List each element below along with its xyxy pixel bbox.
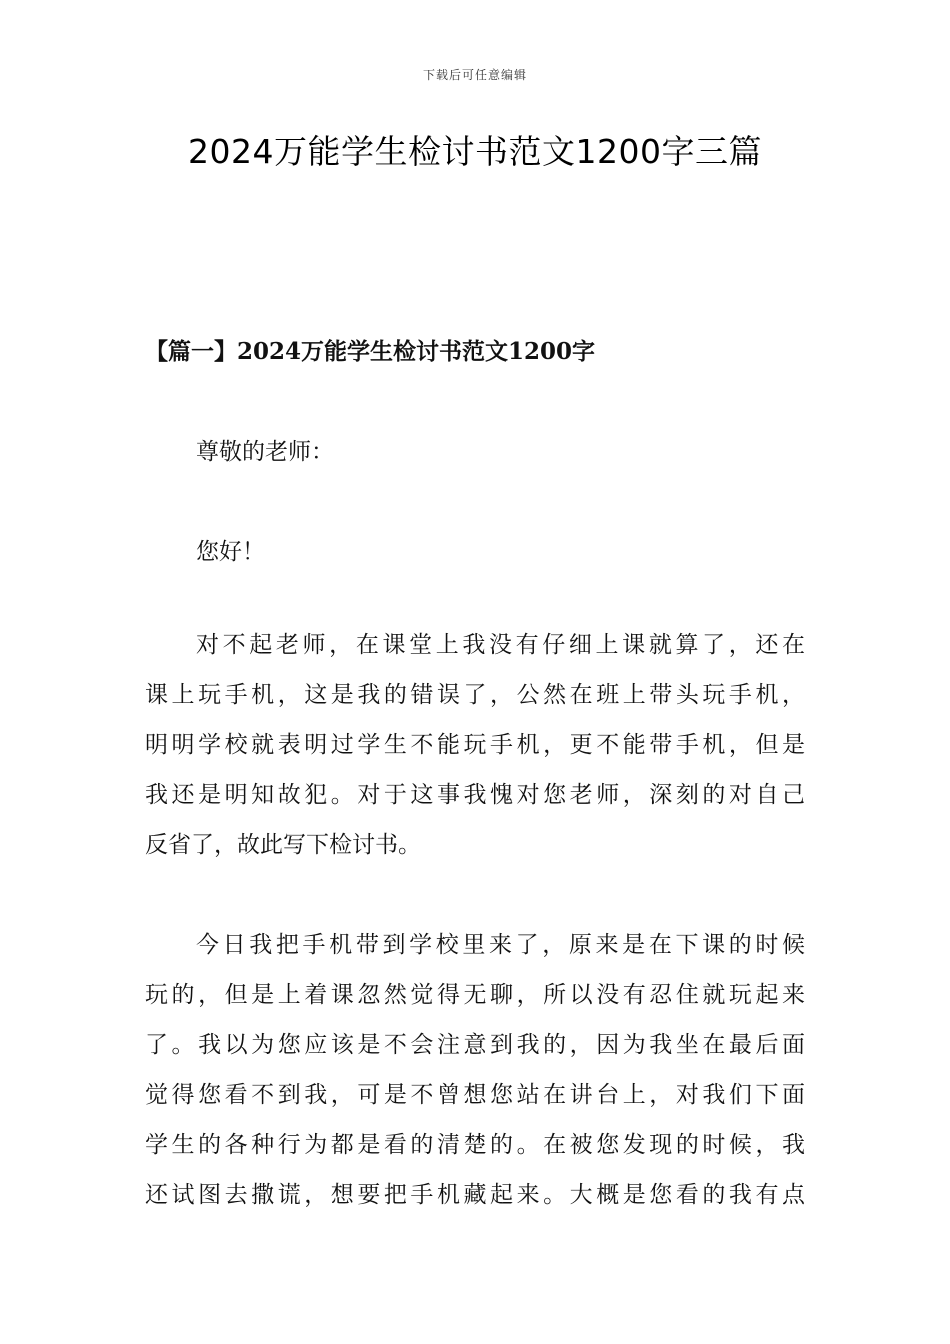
document-title: 2024万能学生检讨书范文1200字三篇	[188, 132, 762, 171]
body-paragraph	[145, 630, 805, 880]
paragraph-line: 今日我把手机带到学校里来了，原来是在下课的时候	[196, 932, 805, 958]
section-heading: 【篇一】2024万能学生检讨书范文1200字	[145, 338, 596, 365]
letter-greeting: 您好！	[196, 539, 265, 565]
paragraph-line: 我还是明知故犯。对于这事我愧对您老师，深刻的对自己	[145, 782, 805, 808]
paragraph-line: 明明学校就表明过学生不能玩手机，更不能带手机，但是	[145, 732, 805, 758]
paragraph-line: 玩的，但是上着课忽然觉得无聊，所以没有忍住就玩起来	[145, 982, 805, 1008]
paragraph-line: 了。我以为您应该是不会注意到我的，因为我坐在最后面	[145, 1032, 805, 1058]
body-paragraph	[145, 930, 805, 1230]
paragraph-line: 还试图去撒谎，想要把手机藏起来。大概是您看的我有点	[145, 1182, 805, 1208]
paragraph-line: 对不起老师，在课堂上我没有仔细上课就算了，还在	[196, 632, 805, 658]
header-note: 下载后可任意编辑	[422, 68, 527, 82]
paragraph-line: 反省了，故此写下检讨书。	[145, 832, 421, 858]
paragraph-line: 觉得您看不到我，可是不曾想您站在讲台上，对我们下面	[145, 1082, 805, 1108]
paragraph-line: 课上玩手机，这是我的错误了，公然在班上带头玩手机，	[145, 682, 805, 708]
letter-salutation: 尊敬的老师：	[196, 439, 334, 465]
paragraph-line: 学生的各种行为都是看的清楚的。在被您发现的时候，我	[145, 1132, 805, 1158]
